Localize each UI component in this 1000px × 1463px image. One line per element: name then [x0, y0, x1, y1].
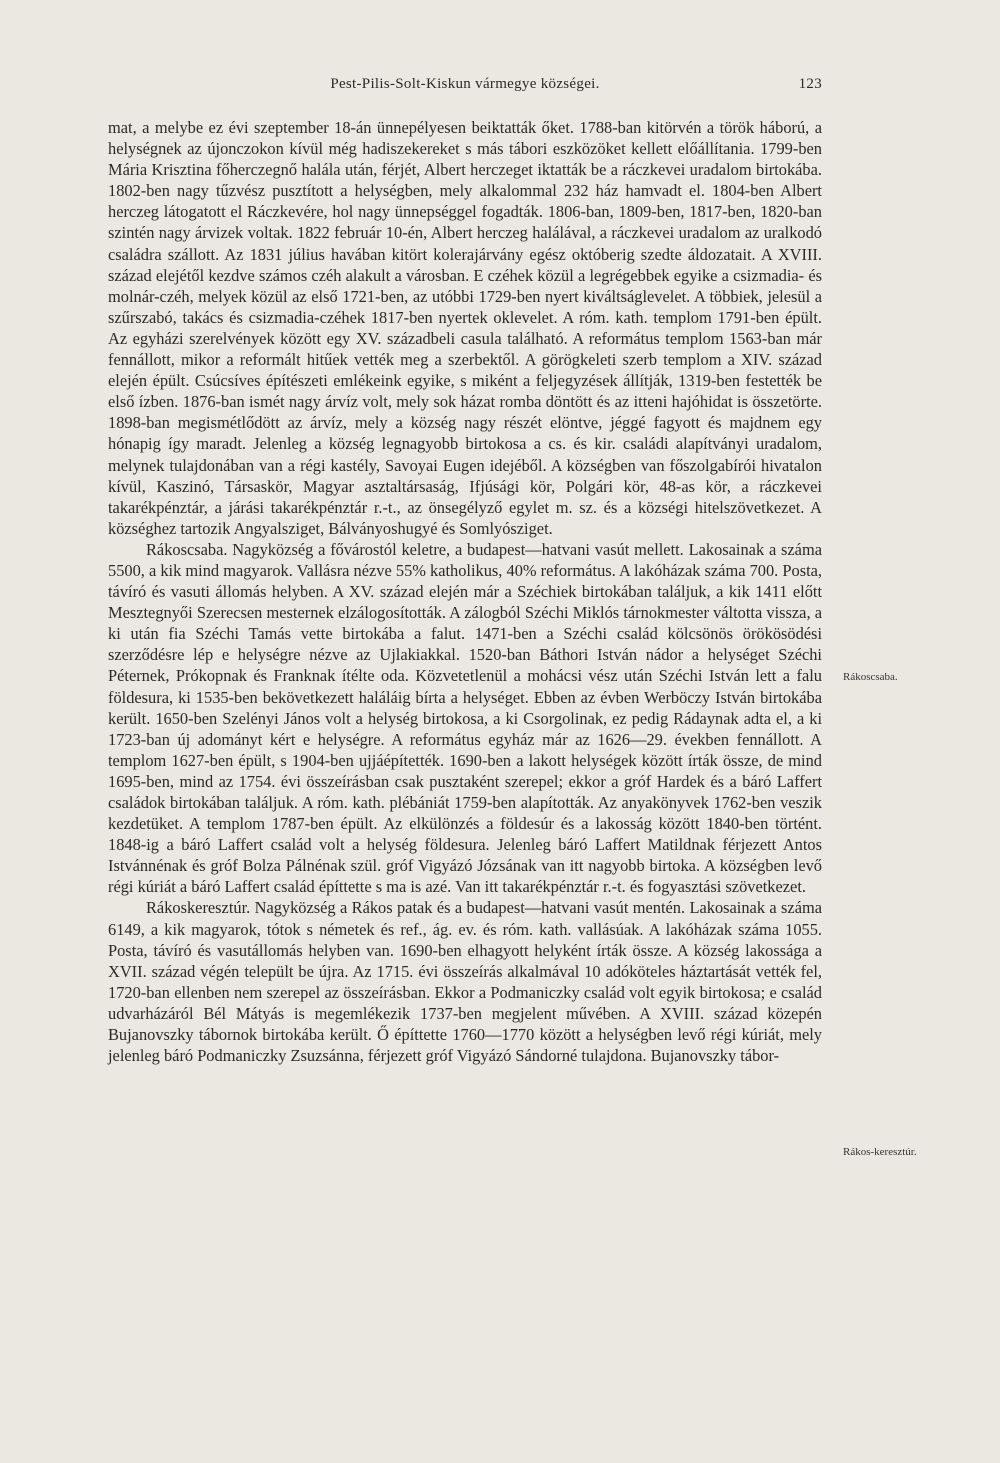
header-title: Pest-Pilis-Solt-Kiskun vármegye községei. [330, 76, 600, 92]
paragraph-rakoscsaba: Rákoscsaba. Nagyközség a fővárostól keletre, a budapest—hatvani vasút mellett. Lakosainak a száma 5500, a kik mind magyarok. Vallásra nézve 55% katholikus, 40% református. A lakóházak száma 700. Posta, távíró és vasuti állomás helyben. A XV. század elején már a Széchiek birtokában találjuk, a kik 1411 előtt Mesztegnyői Szerecsen mesternek elzálogosították. A zálogból Széchi Miklós tárnokmester váltotta vissza, a ki után fia Széchi Tamás vette birtokába a falut. 1471-ben a Széchi család kölcsönös örökösödési szerződésre lép e helységre nézve az Ujlakiakkal. 1520-ban Báthori István nádor a helységet Széchi Péternek, Prókopnak és Franknak ítélte oda. Közvetetlenül a mohácsi vész után Széchi István lett a falu földesura, ki 1535-ben bekövetkezett haláláig bírta a helységet. Ebben az évben Werböczy István birtokába került. 1650-ben Szelényi János volt a helység birtokosa, a ki Csorgolinak, ez pedig Rádaynak adta el, a ki 1723-ban új adományt kért e helységre. A református egyház már az 1626—29. években fennállott. A templom 1627-ben épült, s 1904-ben ujjáépítették. 1690-ben a lakott helységek között írták össze, de mind 1695-ben, mind az 1754. évi összeírásban csak pusztaként szerepel; ekkor a gróf Hardek és a báró Laffert családok birtokában találjuk. A róm. kath. plébániát 1759-ben alapították. Az anyakönyvek 1762-ben veszik kezdetüket. A templom 1787-ben épült. Az elkülönzés a földesúr és a lakosság között 1840-ben történt. 1848-ig a báró Laffert család volt a helység földesura. Jelenleg báró Laffert Matildnak férjezett Antos Istvánnénak és gróf Bolza Pálnénak szül. gróf Vigyázó Józsának van itt nagyobb birtoka. A községben levő régi kúriát a báró Laffert család építtette s ma is azé. Van itt takarékpénztár r.-t. és fogyasztási szövetkezet. [108, 539, 822, 897]
paragraph-rakoskeresztur: Rákoskeresztúr. Nagyközség a Rákos patak és a budapest—hatvani vasút mentén. Lakosainak a száma 6149, a kik magyarok, tótok s németek és ref., ág. ev. és róm. kath. vallásúak. A lakóházak száma 1055. Posta, távíró és vasutállomás helyben van. 1690-ben elhagyott helyként írták össze. A község lakossága a XVII. század végén települt be újra. Az 1715. évi összeírás alkalmával 10 adóköteles háztartását vették fel, 1720-ban ellenben nem szerepel az összeírásban. Ekkor a Podmaniczky család volt egyik birtokosa; e család udvarházáról Bél Mátyás is megemlékezik 1737-ben megjelent művében. A XVIII. század közepén Bujanovszky tábornok birtokába került. Ő építtette 1760—1770 között a helységben levő régi kúriát, mely jelenleg báró Podmaniczky Zsuzsánna, férjezett gróf Vigyázó Sándorné tulajdona. Bujanovszky tábor- [108, 898, 822, 1066]
main-text [108, 117, 822, 1066]
margin-note-rakoskeresztur: Rákos-keresztúr. [843, 1146, 917, 1158]
margin-note-rakoscsaba: Rákoscsaba. [843, 671, 898, 683]
paragraph-raczkeve-history: mat, a melybe ez évi szeptember 18-án ünnepélyesen beiktatták őket. 1788-ban kitörvén a török háború, a helységnek az újonczokon kívül még hadiszekereket s más tábori eszközöket kellett előállítania. 1799-ben Mária Krisztina főherczegnő halála után, férjét, Albert herczeget iktatták be a ráczkevei uradalom birtokába. 1802-ben nagy tűzvész pusztított a helységben, mely alkalommal 232 ház hamvadt el. 1804-ben Albert herczeg látogatott el Ráczkevére, hol nagy ünnepséggel fogadták. 1806-ban, 1809-ben, 1817-ben, 1820-ban szintén nagy árvizek voltak. 1822 február 10-én, Albert herczeg halálával, a ráczkevei uradalom az uralkodó családra szállott. Az 1831 július havában kitört kolerajárvány egész októberig szedte áldozatait. A XVIII. század elejétől kezdve számos czéh alakult a városban. E czéhek közül a legrégebbek egyike a csizmadia- és molnár-czéh, melyek közül az első 1721-ben, az utóbbi 1729-ben nyert kiváltságlevelet. A többiek, jelesül a szűrszabó, takács és csizmadia-czéhek 1817-ben nyertek oklevelet. A róm. kath. templom 1791-ben épült. Az egyházi szerelvények között egy XV. századbeli casula található. A református templom 1563-ban már fennállott, mikor a reformált hitűek vették meg a szerbektől. A görögkeleti szerb templom a XIV. század elején épült. Csúcsíves építészeti emlékeink egyike, s miként a feljegyzések állítják, 1319-ben festették be első ízben. 1876-ban ismét nagy árvíz volt, mely sok házat romba döntött és az itteni hajóhidat is összetörte. 1898-ban megismétlődött az árvíz, mely a község nagy részét elöntve, jéggé fagyott és majdnem egy hónapig így maradt. Jelenleg a község legnagyobb birtokosa a cs. és kir. családi alapítványi uradalom, melynek tulajdonában van a régi kastély, Savoyai Eugen idejéből. A községben van főszolgabírói hivatalon kívül, Kaszinó, Társaskör, Magyar asztaltársaság, Ifjúsági kör, Polgári kör, 48-as kör, a ráczkevei takarékpénztár, a járási takarékpénztár r.-t., az önsegélyző egylet m. sz. és a községi hitelszövetkezet. A községhez tartozik Angyalsziget, Bálványoshugyé és Somlyósziget. [108, 118, 822, 538]
running-header [108, 76, 822, 100]
page-number: 123 [798, 76, 822, 92]
